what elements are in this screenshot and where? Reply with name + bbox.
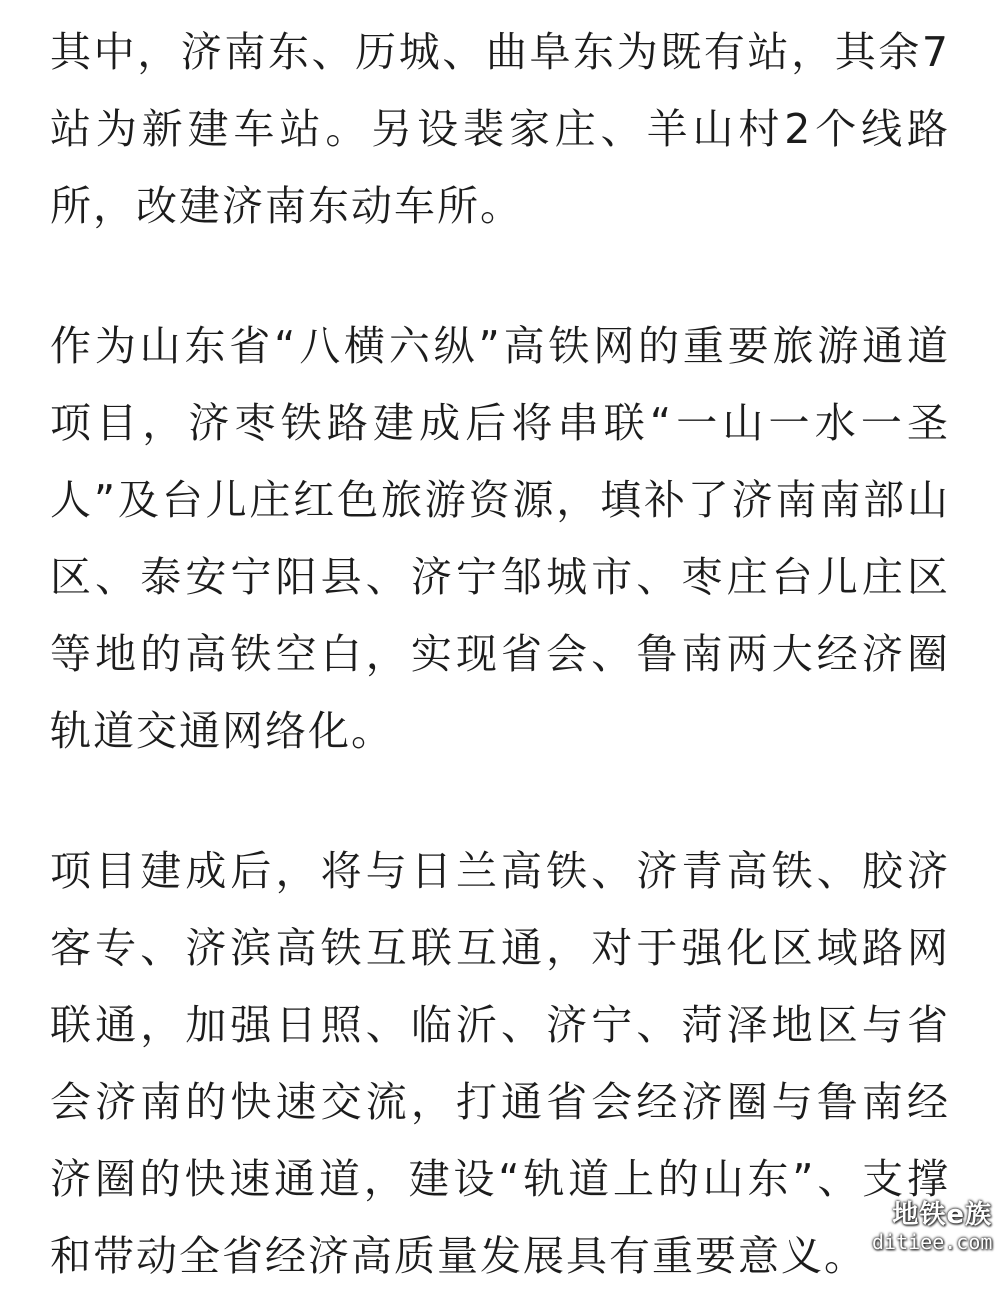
article-body [50, 14, 950, 1295]
paragraph-stations: 其中，济南东、历城、曲阜东为既有站，其余7站为新建车站。另设裴家庄、羊山村2个线路所，改建济南东动车所。 [50, 28, 950, 230]
paragraph-spacer [50, 770, 950, 833]
watermark-domain: ditiee.com [872, 1230, 993, 1254]
paragraph-tourism-corridor: 作为山东省“八横六纵”高铁网的重要旅游通道项目，济枣铁路建成后将串联“一山一水一圣人”及台儿庄红色旅游资源，填补了济南南部山区、泰安宁阳县、济宁邹城市、枣庄台儿庄区等地的高铁空白，实现省会、鲁南两大经济圈轨道交通网络化。 [50, 322, 950, 755]
site-watermark [872, 1200, 992, 1254]
paragraph-spacer [50, 245, 950, 308]
watermark-name: 地铁e族 [892, 1200, 992, 1230]
paragraph-network-significance: 项目建成后，将与日兰高铁、济青高铁、胶济客专、济滨高铁互联互通，对于强化区域路网联通，加强日照、临沂、济宁、菏泽地区与省会济南的快速交流，打通省会经济圈与鲁南经济圈的快速通道，建设“轨道上的山东”、支撑和带动全省经济高质量发展具有重要意义。 [50, 847, 950, 1280]
